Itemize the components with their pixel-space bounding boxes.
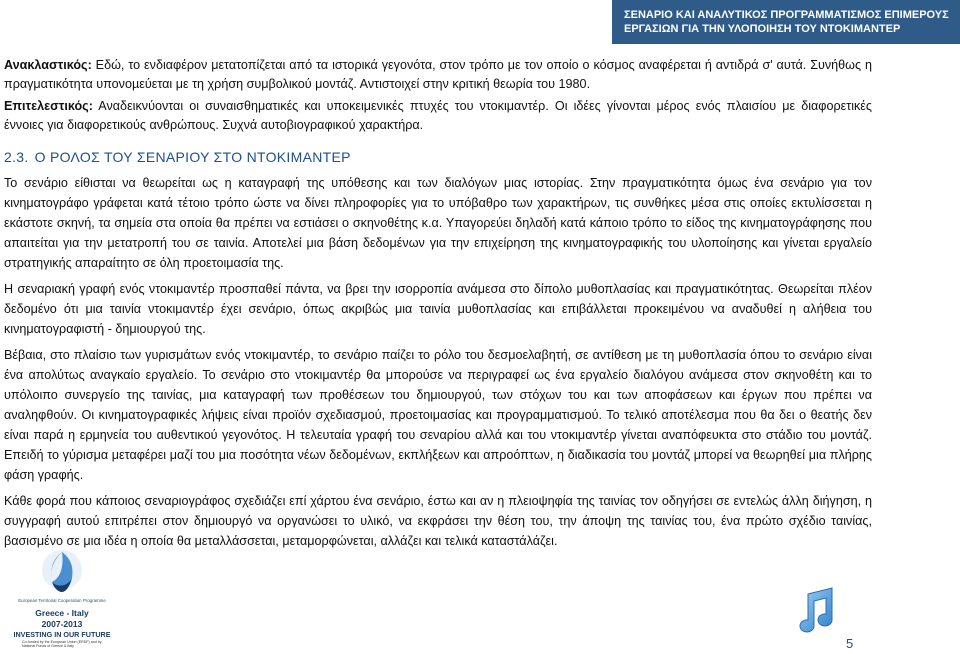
header-line-1: ΣΕΝΑΡΙΟ ΚΑΙ ΑΝΑΛΥΤΙΚΟΣ ΠΡΟΓΡΑΜΜΑΤΙΣΜΟΣ ΕΠΙΜΕΡΟΥΣ — [624, 9, 949, 21]
body-paragraph: Η σεναριακή γραφή ενός ντοκιμαντέρ προσπαθεί πάντα, να βρει την ισορροπία ανάμεσα στο δίπολο μυθοπλασίας και πραγματικότητας. Θεωρείται πλέον δεδομένο ότι μια ταινία ντοκιμαντέρ έχει σενάριο, όπως ακριβώς μια ταινία μυθοπλασίας και επιβάλλεται προκειμένου να αναδυθεί η αλήθεια του κινηματογραφιστή - δημιουργού της. — [4, 282, 872, 336]
programme-emblem-icon — [40, 548, 84, 596]
section-title: Ο ΡΟΛΟΣ ΤΟΥ ΣΕΝΑΡΙΟΥ ΣΤΟ ΝΤΟΚΙΜΑΝΤΕΡ — [34, 149, 351, 165]
performative-text: Αναδεικνύονται οι συναισθηματικές και υποκειμενικές πτυχές του ντοκιμαντέρ. Οι ιδέες γίνονται μέρος ενός πλαισίου με διαφορετικές έννοιες για διαφορετικούς ανθρώπους. Συχνά αυτοβιογραφικού χαρακτήρα. — [4, 99, 872, 132]
body-paragraph: Βέβαια, στο πλαίσιο των γυρισμάτων ενός ντοκιμαντέρ, το σενάριο παίζει το ρόλο του δεσμοελαβητή, σε αντίθεση με τη μυθοπλασία όπου το σενάριο είναι ένα απολύτως αναγκαίο εργαλείο. Το σενάριο στο ντοκιμαντέρ θα μπορούσε να περιγραφεί ως ένα εργαλείο διαλόγου ανάμεσα στον σκηνοθέτη και το υπόλοιπο συνεργείο της ταινίας, μια καταγραφή των προθέσεων του δημιουργού, των στόχων του και των αποφάσεων και έργων που πρέπει να αναληφθούν. Οι κινηματογραφικές λήψεις είναι προϊόν σχεδιασμού, προετοιμασίας και προγραμματισμού. Το τελικό αποτέλεσμα που θα δει ο θεατής δεν είναι παρά η ερμηνεία του αυθεντικού γεγονότος. Η τελευταία γραφή του σεναρίου αλλά και του ντοκιμαντέρ γίνεται αναπόφευκτα στο στάδιο του μοντάζ. Επειδή το γύρισμα μεταφέρει μαζί του μια ποσότητα νέων δεδομένων, εκπλήξεων και απροόπτων, η διαδικασία του μοντάζ μπορεί να θεωρηθεί μια πλήρης φάση γραφής. — [4, 348, 872, 482]
programme-logo — [8, 546, 116, 654]
performative-term: Επιτελεστικός: — [4, 99, 93, 113]
logo-years-text: 2007-2013 — [41, 619, 83, 629]
logo-programme-text: European Territorial Cooperation Programme — [18, 598, 106, 603]
performative-paragraph — [4, 97, 872, 135]
document-body — [4, 56, 872, 551]
logo-slogan-text: INVESTING IN OUR FUTURE — [13, 630, 111, 639]
logo-cofunded-text: Co-funded by the European Union (ERDF) and by National Funds of Greece & Italy — [22, 640, 102, 648]
document-header-band — [612, 0, 960, 44]
music-note-icon — [790, 586, 838, 638]
section-number: 2.3. — [4, 149, 29, 165]
reflective-term: Ανακλαστικός: — [4, 58, 92, 72]
reflective-text: Εδώ, το ενδιαφέρον μετατοπίζεται από τα ιστορικά γεγονότα, στον τρόπο με τον οποίο ο κόσμος αναφέρεται ή αντιδρά σ' αυτά. Συνήθως η πραγματικότητα υπονοµεύεται με τη χρήση συμβολικού μοντάζ. Αντιστοιχεί στην κριτική θεωρία του 1980. — [4, 58, 872, 91]
body-paragraph: Κάθε φορά που κάποιος σεναριογράφος σχεδιάζει επί χάρτου ένα σενάριο, έστω και αν η πλειοψηφία της ταινίας τον οδηγήσει σε εντελώς άλλη διήγηση, η συγγραφή αυτού επιτρέπει στον δημιουργό να οργανώσει το υλικό, να εκφράσει την θέση του, την άποψη της ταινίας του, ένα πρώτο σχέδιο ταινίας, βασισμένο σε μια ιδέα η οποία θα μεταλλάσσεται, μεταμορφώνεται, αλλάζει και τελικά καταστάλάζει. — [4, 494, 872, 548]
page-number: 5 — [846, 636, 854, 651]
section-heading — [4, 147, 872, 167]
body-paragraph: Το σενάριο είθισται να θεωρείται ως η καταγραφή της υπόθεσης και των διαλόγων μιας ιστορίας. Στην πραγματικότητα όμως ένα σενάριο για τον κινηματογράφο γράφεται κατά τέτοιο τρόπο ώστε να δίνει πληροφορίες για το υπόβαθρο των χαρακτήρων, τις συνθήκες μέσα στις οποίες εκτυλίσσεται η εκάστοτε σκηνή, τα σημεία στα οποία θα πρέπει να εστιάσει ο σκηνοθέτης κ.α. Υπαγορεύει δηλαδή κατά κάποιο τρόπο το είδος της κινηματογράφησης που απαιτείται για την μετατροπή του σε ταινία. Αποτελεί μια βάση δεδομένων για την επιχείρηση της κινηματογραφικής του υλοποίησης και γίνεται εργαλείο στρατηγικής απαραίτητο σε όλη προετοιμασία της. — [4, 176, 872, 270]
logo-country-text: Greece - Italy — [35, 608, 89, 618]
reflective-paragraph — [4, 56, 872, 94]
header-line-2: ΕΡΓΑΣΙΩΝ ΓΙΑ ΤΗΝ ΥΛΟΠΟΙΗΣΗ ΤΟΥ ΝΤΟΚΙΜΑΝΤΕΡ — [624, 23, 901, 35]
